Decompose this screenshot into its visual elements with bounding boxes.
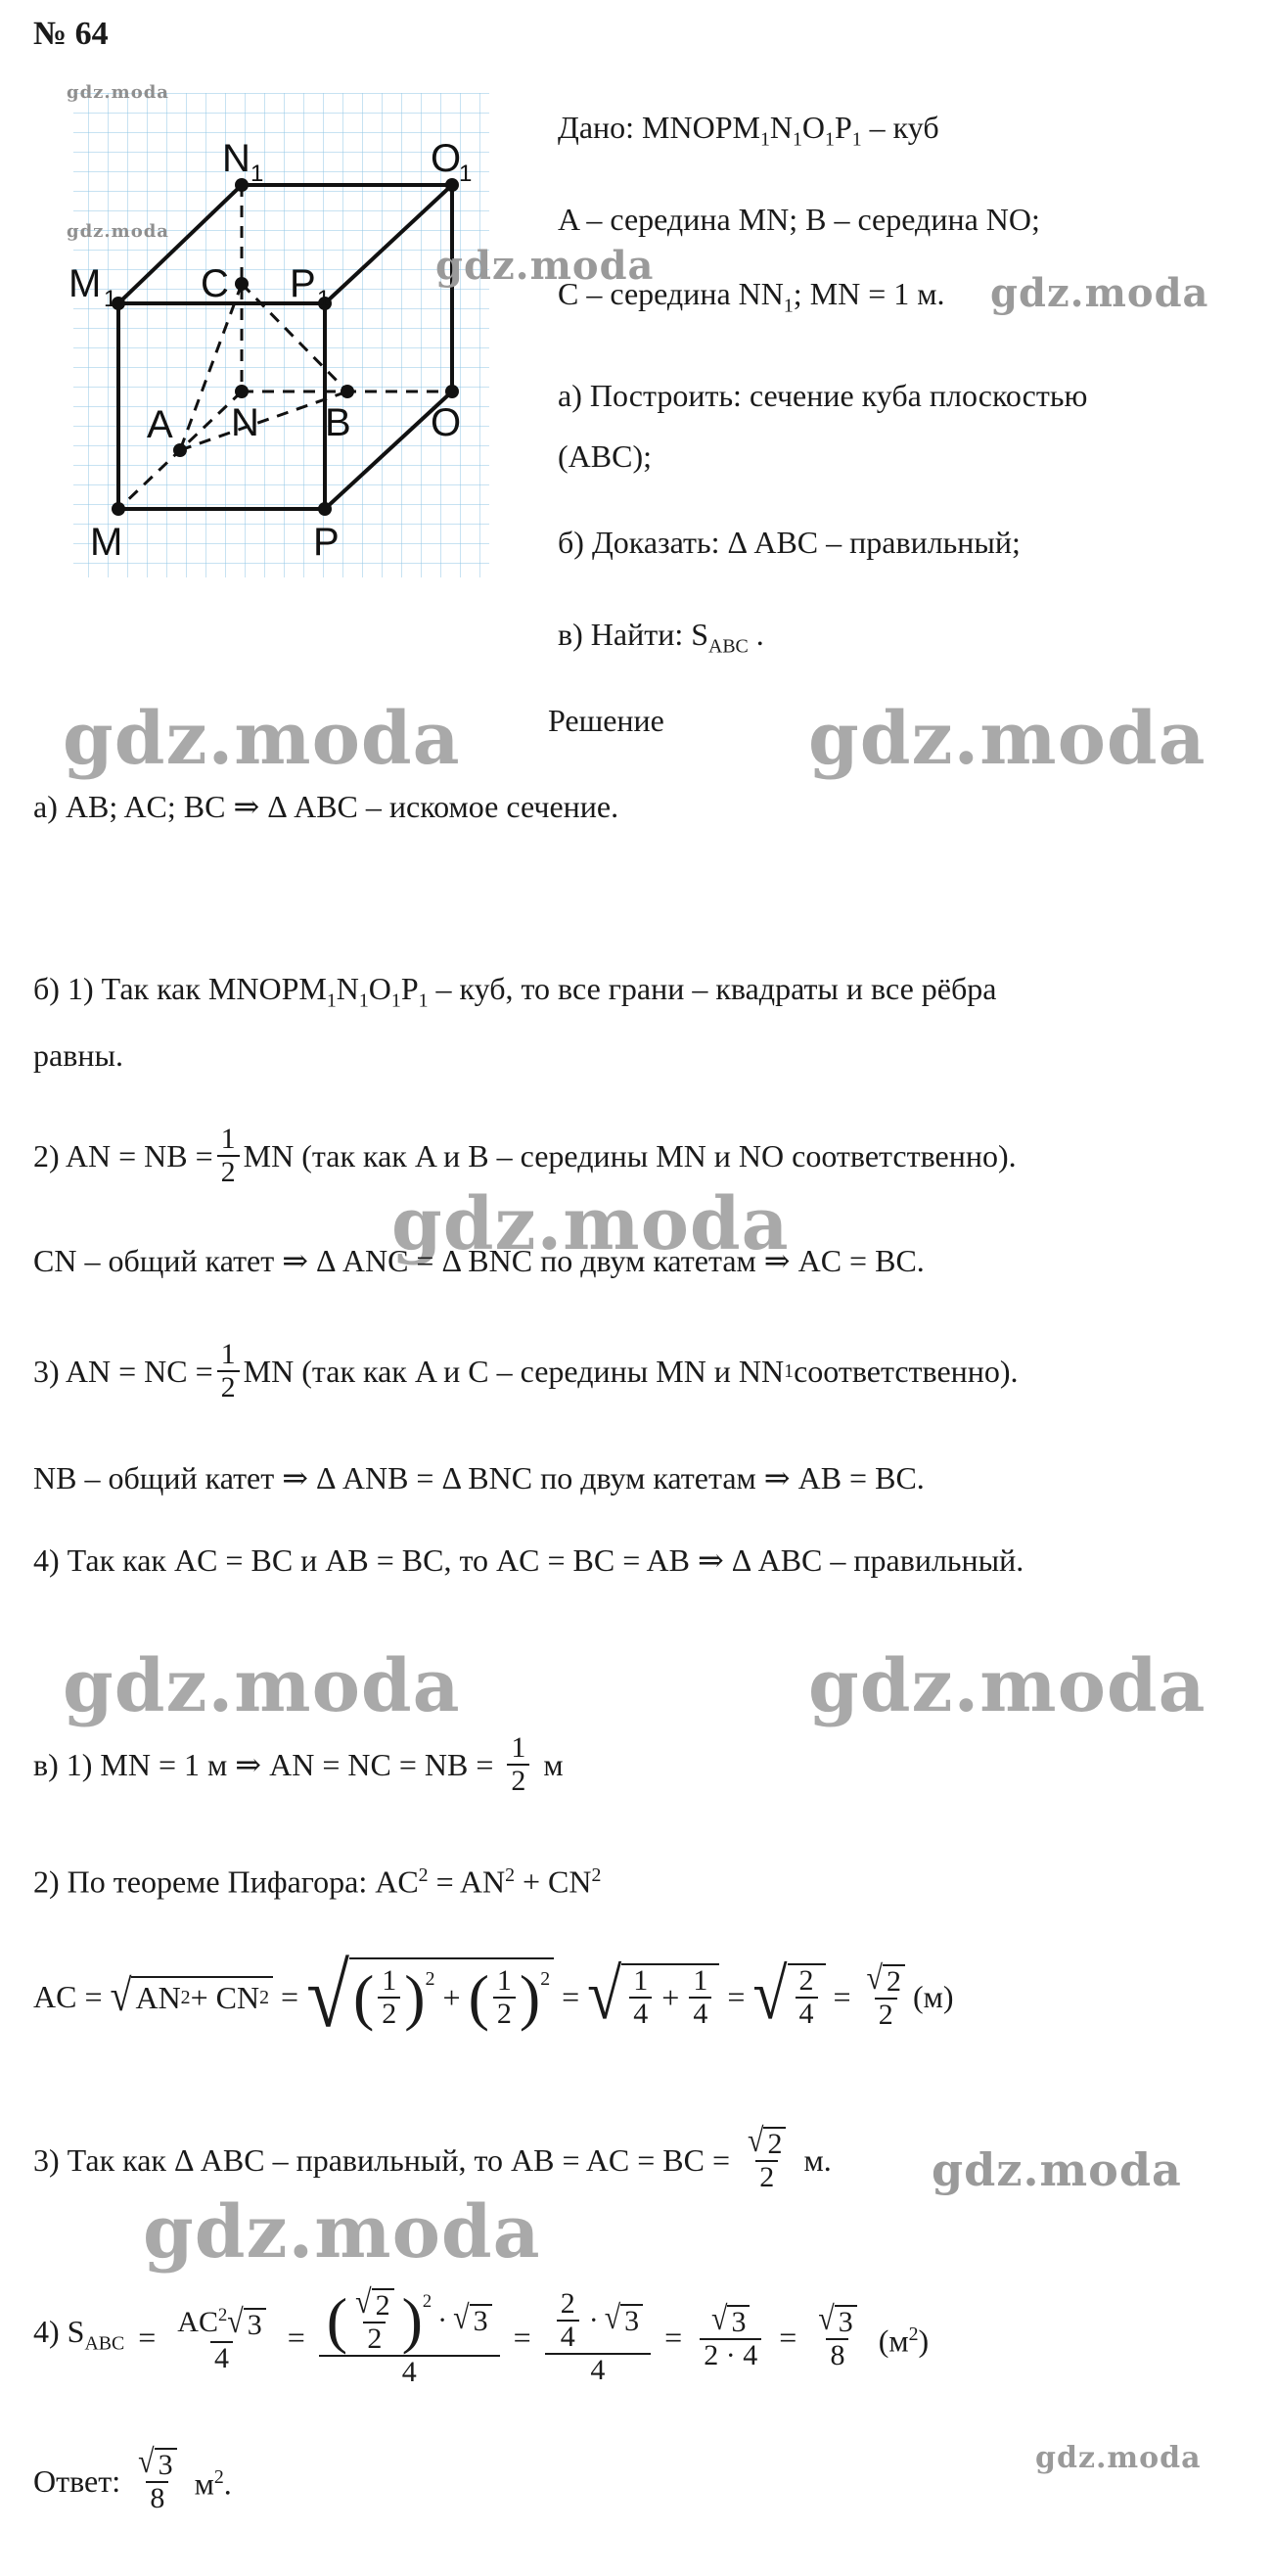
solution-b3: 3) AN = NC = $\frac{1}{2}$ MN (так как A и C – середины MN и NN 1 соответственно). bbox=[33, 1338, 1019, 1403]
watermark: gdz.moda bbox=[63, 1644, 461, 1728]
sqrt-two-fourths: √ $\frac{2}{4}$ bbox=[752, 1963, 825, 2030]
label-C: C bbox=[201, 262, 229, 305]
label-A: A bbox=[147, 403, 173, 446]
label-M: M bbox=[90, 521, 123, 564]
point-C bbox=[235, 277, 249, 291]
watermark: gdz.moda bbox=[808, 1644, 1206, 1728]
point-M bbox=[112, 502, 125, 516]
solution-a: а) AB; AC; BC ⇒ Δ ABC – искомое сечение. bbox=[33, 789, 619, 824]
point-N1 bbox=[235, 178, 249, 192]
solution-v4: 4) $S_{ABC}$ = $AC^2$ √ 3 4 = ( √ 2 2 ) $^2$ · √ 3 4 = $\frac{2}{4}$ · √ 3 4 = √ 3 2 · 4 = √ 3 8 $(м^2)$ bbox=[33, 2282, 930, 2388]
given-line-3: C – середина $NN_1$; MN = 1 м. bbox=[558, 276, 945, 317]
cube-figure bbox=[68, 73, 499, 582]
problem-number: № 64 bbox=[33, 16, 109, 52]
label-O1: O bbox=[431, 137, 462, 180]
solution-b1-cont: равны. bbox=[33, 1037, 123, 1073]
solution-v1: в) 1) MN = 1 м ⇒ AN = NC = NB = $\frac{1}{2}$ м bbox=[33, 1731, 564, 1797]
fraction-big: ( √ 2 2 ) $^2$ · √ 3 4 bbox=[323, 2286, 496, 2387]
watermark: gdz.moda bbox=[63, 697, 461, 781]
label-N: N bbox=[231, 401, 259, 444]
watermark: gdz.moda bbox=[391, 1182, 790, 1266]
watermark: gdz.moda bbox=[1035, 2441, 1202, 2475]
solution-b2: 2) AN = NB = $\frac{1}{2}$ MN (так как A и B – середины MN и NO соответственно). bbox=[33, 1123, 1017, 1188]
fraction-2-4-sqrt3-over-4: $\frac{2}{4}$ · √ 3 4 bbox=[549, 2288, 647, 2386]
sqrt-halves: √ ( $\frac{1}{2}$ ) $^2$ + ( $\frac{1}{2}$ ) $^2$ bbox=[306, 1957, 554, 2036]
solution-v3: 3) Так как Δ ABC – правильный, то AB = AC = BC = √ 2 2 м. bbox=[33, 2122, 832, 2194]
watermark: gdz.moda bbox=[990, 270, 1209, 316]
given-line-6: б) Доказать: Δ ABC – правильный; bbox=[558, 525, 1021, 560]
fraction-half: $\frac{1}{2}$ bbox=[217, 1124, 240, 1188]
label-P1-sub: 1 bbox=[317, 286, 331, 312]
label-O1-sub: 1 bbox=[459, 161, 473, 187]
fraction-sqrt3-over-2x4: √ 3 2 · 4 bbox=[700, 2303, 761, 2370]
watermark: gdz.moda bbox=[808, 697, 1206, 781]
label-O: O bbox=[431, 401, 462, 444]
point-P bbox=[318, 502, 332, 516]
point-O1 bbox=[445, 178, 459, 192]
given-line-5: (ABC); bbox=[558, 438, 652, 474]
label-P: P bbox=[313, 521, 340, 564]
point-O bbox=[445, 385, 459, 398]
fraction-sqrt2-over-2: √ 2 2 bbox=[863, 1962, 909, 2030]
point-A bbox=[173, 443, 187, 457]
label-N1-sub: 1 bbox=[250, 161, 264, 187]
label-B: B bbox=[325, 401, 351, 444]
sqrt-an2-cn2: √ AN 2 + CN 2 bbox=[111, 1976, 274, 2017]
watermark: gdz.moda bbox=[435, 243, 655, 289]
fraction-half: $\frac{1}{2}$ bbox=[217, 1339, 240, 1403]
label-M1: M bbox=[68, 262, 102, 305]
label-N1: N bbox=[222, 137, 250, 180]
ac-formula: AC = √ AN 2 + CN 2 = √ ( $\frac{1}{2}$ ) $^2$ + ( $\frac{1}{2}$ ) $^2$ = √ $\frac{1}{4}$ + $\frac{1}{4}$ = √ $\frac{2}{4}$ = √ 2 2 (м) bbox=[33, 1947, 954, 2047]
given-line-4: а) Построить: сечение куба плоскостью bbox=[558, 378, 1088, 413]
given-line-7: в) Найти: $S_{ABC}$ . bbox=[558, 617, 764, 658]
grid-background bbox=[73, 93, 489, 577]
given-line-2: A – середина MN; B – середина NO; bbox=[558, 202, 1040, 237]
point-B bbox=[341, 385, 354, 398]
answer: Ответ: √ 3 8 $м^2$. bbox=[33, 2443, 232, 2515]
watermark: gdz.moda bbox=[67, 82, 169, 103]
fraction-ac2-sqrt3-over-4: $AC^2$ √ 3 4 bbox=[173, 2300, 269, 2374]
solution-b3b: NB – общий катет ⇒ Δ ANB = Δ BNC по двум катетам ⇒ AB = BC. bbox=[33, 1460, 925, 1495]
label-M1-sub: 1 bbox=[104, 286, 117, 312]
fraction-sqrt2-over-2: √ 2 2 bbox=[744, 2126, 790, 2193]
point-N bbox=[235, 385, 249, 398]
solution-b4: 4) Так как AC = BC и AB = BC, то AC = BC = AB ⇒ Δ ABC – правильный. bbox=[33, 1542, 1024, 1578]
fraction-sqrt3-over-8: √ 3 8 bbox=[814, 2303, 860, 2370]
watermark: gdz.moda bbox=[67, 221, 169, 242]
solution-heading: Решение bbox=[548, 703, 664, 738]
fraction-sqrt3-over-8: √ 3 8 bbox=[134, 2447, 180, 2514]
solution-v2: 2) По теореме Пифагора: $AC^2 = AN^2 + CN^2$ bbox=[33, 1863, 602, 1900]
given-line-1: Дано: $MNOPM_1N_1O_1P_1$ – куб bbox=[558, 110, 939, 151]
sqrt-quarters: √ $\frac{1}{4}$ + $\frac{1}{4}$ bbox=[587, 1963, 719, 2030]
watermark: gdz.moda bbox=[932, 2143, 1182, 2196]
solution-b1: б) 1) Так как $MNOPM_1N_1O_1P_1$ – куб, то все грани – квадраты и все рёбра bbox=[33, 971, 997, 1012]
fraction-half: $\frac{1}{2}$ bbox=[507, 1732, 529, 1797]
solution-b2b: CN – общий катет ⇒ Δ ANC = Δ BNC по двум катетам ⇒ AC = BC. bbox=[33, 1243, 925, 1278]
label-P1: P bbox=[290, 262, 316, 305]
watermark: gdz.moda bbox=[143, 2190, 541, 2275]
